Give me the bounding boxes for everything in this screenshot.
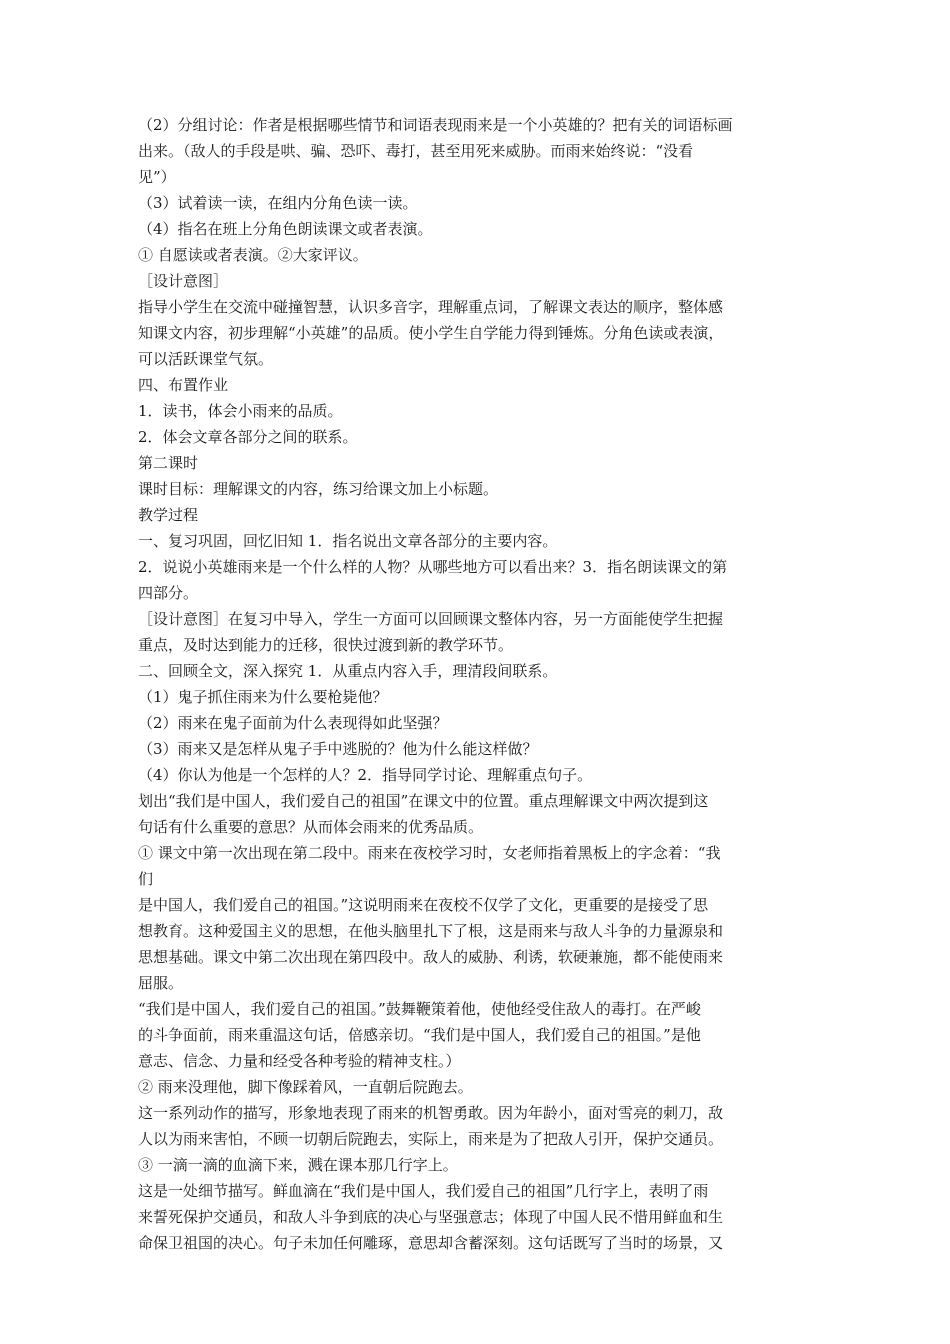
document-body xyxy=(138,112,820,1256)
text-line: ③ 一滴一滴的血滴下来，溅在课本那几行字上。 xyxy=(138,1156,458,1174)
text-line: （4）你认为他是一个怎样的人？2．指导同学讨论、理解重点句子。 xyxy=(138,766,593,784)
text-line: ② 雨来没理他，脚下像踩着风，一直朝后院跑去。 xyxy=(138,1078,473,1096)
text-line: 1．读书，体会小雨来的品质。 xyxy=(138,402,343,420)
text-line: 教学过程 xyxy=(138,506,199,524)
text-line: 知课文内容，初步理解“小英雄”的品质。使小学生自学能力得到锤炼。分角色读或表演， xyxy=(138,324,724,342)
text-line: ［设计意图］在复习中导入，学生一方面可以回顾课文整体内容，另一方面能使学生把握 xyxy=(138,610,724,628)
text-line: 句话有什么重要的意思？从而体会雨来的优秀品质。 xyxy=(138,818,484,836)
text-line: （2）雨来在鬼子面前为什么表现得如此坚强？ xyxy=(138,714,448,732)
text-line: 思想基础。课文中第二次出现在第四段中。敌人的威胁、利诱，软硬兼施，都不能使雨来 xyxy=(138,948,724,966)
text-line: 课时目标：理解课文的内容，练习给课文加上小标题。 xyxy=(138,480,499,498)
text-line: 人以为雨来害怕，不顾一切朝后院跑去，实际上，雨来是为了把敌人引开，保护交通员。 xyxy=(138,1130,724,1148)
text-line: ① 自愿读或者表演。②大家评议。 xyxy=(138,246,368,264)
text-line: 是中国人，我们爱自己的祖国。”这说明雨来在夜校不仅学了文化，更重要的是接受了思 xyxy=(138,896,709,914)
text-line: （3）雨来又是怎样从鬼子手中逃脱的？他为什么能这样做？ xyxy=(138,740,538,758)
text-line: 的斗争面前，雨来重温这句话，倍感亲切。“我们是中国人，我们爱自己的祖国。”是他 xyxy=(138,1026,701,1044)
text-line: 意志、信念、力量和经受各种考验的精神支柱。） xyxy=(138,1052,461,1070)
text-line: 一、复习巩固，回忆旧知 1．指名说出文章各部分的主要内容。 xyxy=(138,532,558,550)
text-line: 出来。（敌人的手段是哄、骗、恐吓、毒打，甚至用死来威胁。而雨来始终说：“没看 xyxy=(138,142,694,160)
text-line: 可以活跃课堂气氛。 xyxy=(138,350,274,368)
text-line: 四部分。 xyxy=(138,584,199,602)
text-line: 重点，及时达到能力的迁移，很快过渡到新的教学环节。 xyxy=(138,636,514,654)
text-line: 这一系列动作的描写，形象地表现了雨来的机智勇敢。因为年龄小，面对雪亮的刺刀，敌 xyxy=(138,1104,724,1122)
text-line: ［设计意图］ xyxy=(138,272,229,290)
text-line: （1）鬼子抓住雨来为什么要枪毙他？ xyxy=(138,688,388,706)
text-line: 四、布置作业 xyxy=(138,376,229,394)
text-line: 第二课时 xyxy=(138,454,199,472)
text-line: （3）试着读一读，在组内分角色读一读。 xyxy=(138,194,418,212)
text-line: “我们是中国人，我们爱自己的祖国。”鼓舞鞭策着他，使他经受住敌人的毒打。在严峻 xyxy=(138,1000,701,1018)
text-line: 命保卫祖国的决心。句子未加任何雕琢，意思却含蓄深刻。这句话既写了当时的场景，又 xyxy=(138,1234,724,1252)
text-line: ① 课文中第一次出现在第二段中。雨来在夜校学习时，女老师指着黑板上的字念着：“我 xyxy=(138,844,721,862)
text-line: 这是一处细节描写。鲜血滴在“我们是中国人，我们爱自己的祖国”几行字上，表明了雨 xyxy=(138,1182,709,1200)
text-line: 2．体会文章各部分之间的联系。 xyxy=(138,428,358,446)
text-line: 指导小学生在交流中碰撞智慧，认识多音字，理解重点词，了解课文表达的顺序，整体感 xyxy=(138,298,724,316)
text-line: 屈服。 xyxy=(138,974,184,992)
text-line: （2）分组讨论：作者是根据哪些情节和词语表现雨来是一个小英雄的？把有关的词语标画 xyxy=(138,116,733,134)
text-line: 二、回顾全文，深入探究 1．从重点内容入手，理清段间联系。 xyxy=(138,662,558,680)
text-line: 见”） xyxy=(138,168,176,186)
text-line: 来誓死保护交通员，和敌人斗争到底的决心与坚强意志；体现了中国人民不惜用鲜血和生 xyxy=(138,1208,724,1226)
text-line: 划出“我们是中国人，我们爱自己的祖国”在课文中的位置。重点理解课文中两次提到这 xyxy=(138,792,709,810)
text-line: （4）指名在班上分角色朗读课文或者表演。 xyxy=(138,220,433,238)
text-line: 想教育。这种爱国主义的思想，在他头脑里扎下了根，这是雨来与敌人斗争的力量源泉和 xyxy=(138,922,724,940)
text-line: 2．说说小英雄雨来是一个什么样的人物？从哪些地方可以看出来？3．指名朗读课文的第 xyxy=(138,558,728,576)
text-line: 们 xyxy=(138,870,154,888)
